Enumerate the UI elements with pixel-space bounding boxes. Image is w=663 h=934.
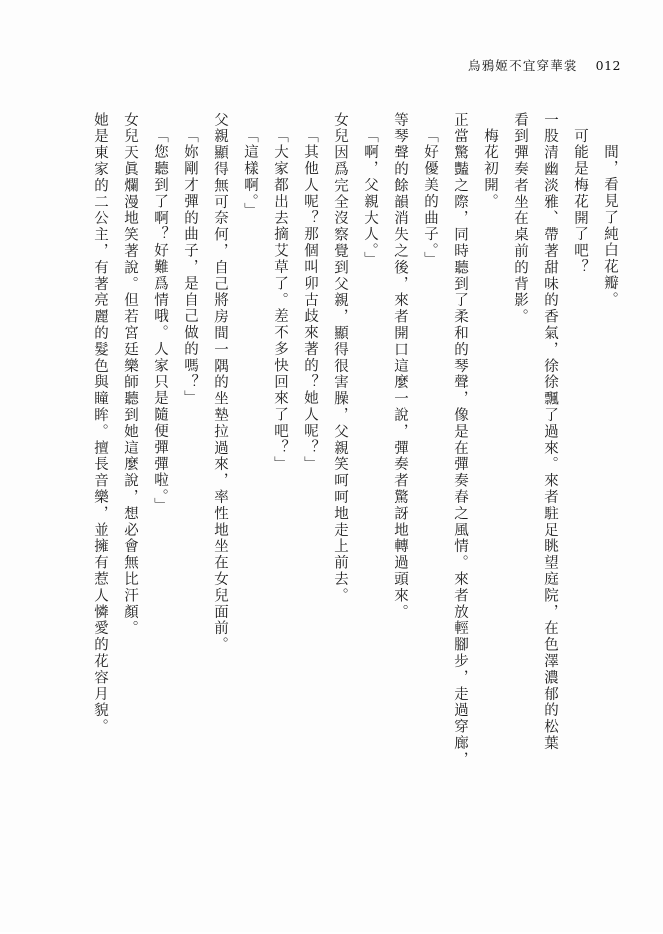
text-column: 間，看見了純白花瓣。 [602,144,618,308]
text-column: 正當驚豔之際，同時聽到了柔和的琴聲，像是在彈奏春之風情。來者放輕腳步，走過穿廊， [452,112,468,768]
text-column: 「大家都出去摘艾草了。差不多快回來了吧？」 [272,128,288,473]
page-number: 012 [595,58,621,73]
text-column: 她是東家的二公主，有著亮麗的髮色與瞳眸。擅長音樂，並擁有惹人憐愛的花容月貌。 [92,112,108,736]
text-column: 女兒天眞爛漫地笑著說。但若宮廷樂師聽到她這麼說，想必會無比汗顏。 [122,112,138,637]
text-column: 可能是梅花開了吧？ [572,128,588,276]
book-title: 烏鴉姬不宜穿華裳 [468,58,578,73]
text-column: 一股清幽淡雅、帶著甜味的香氣，徐徐飄了過來。來者駐足眺望庭院，在色澤濃郁的松葉 [542,112,558,752]
text-column: 等琴聲的餘韻消失之後，來者開口這麼一說，彈奏者驚訝地轉過頭來。 [392,112,408,621]
text-column: 看到彈奏者坐在桌前的背影。 [512,112,528,326]
text-column: 「這樣啊。」 [242,128,258,220]
text-column: 「您聽到了啊？好難爲情哦。人家只是隨便彈彈啦。」 [152,128,168,515]
text-column: 「妳剛才彈的曲子，是自己做的嗎？」 [182,128,198,407]
text-column: 女兒因爲完全沒察覺到父親，顯得很害臊，父親笑呵呵地走上前去。 [332,112,348,604]
body-text [60,112,617,902]
text-column: 父親顯得無可奈何，自己將房間一隅的坐墊拉過來，率性地坐在女兒面前。 [212,112,228,654]
text-column: 「好優美的曲子。」 [422,128,438,269]
page-header [468,56,621,74]
text-column: 「其他人呢？那個叫卯古歧來著的？她人呢？」 [302,128,318,473]
text-column: 梅花初開。 [482,128,498,210]
text-column: 「啊，父親大人。」 [362,128,378,269]
